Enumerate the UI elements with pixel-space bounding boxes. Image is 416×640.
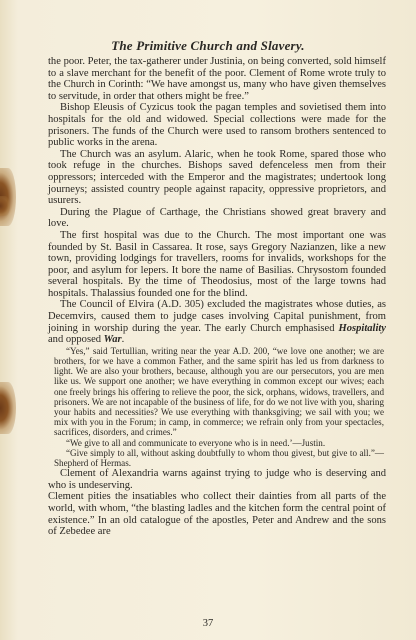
- page-burn-mark: [0, 382, 16, 434]
- emphasis-war: War: [103, 334, 122, 346]
- paragraph: Clement of Alexandria warns against trying to judge who is deserving and who is undeserving.: [48, 468, 386, 491]
- paragraph: During the Plague of Carthage, the Christians showed great bravery and love.: [48, 206, 386, 230]
- page-number: 37: [202, 618, 214, 629]
- paragraph: Bishop Eleusis of Cyzicus took the pagan temples and sovietised them into hospitals for the old and widowed. Special collections were made for the prisoners. The funds of the Church were used to ransom brothers sentenced to public works in the arena.: [48, 102, 386, 149]
- quote-tertullian: “Yes,” said Tertullian, writing near the year A.D. 200, “we love one another; we are brothers, for we have a common Father, and the same spirit has led us from darkness to light. We are also your brothers, because, although you are our persecutors, you are men like us. We support one another; we have everything in common except our wives; each one freely brings his offering to relieve the poor, the sick, orphans, widows, travellers, and prisoners. We are not incapable of the business of life, for do we not live with you, sharing your habits and necessities? We use everything with thanksgiving; we sail with you; we mix with you in the Forum; in camp, in commerce; we refrain only from your spectacles, sacrifices, disorders, and crimes.”: [54, 345, 384, 438]
- quote-hermas: “Give simply to all, without asking doubtfully to whom thou givest, but give to all.”—Shepherd of Hermas.: [54, 447, 384, 469]
- running-header: The Primitive Church and Slavery.: [111, 38, 305, 53]
- paragraph: Clement pities the insatiables who collect their dainties from all parts of the world, with whom, “the blasting ladles and the kitchen form the central point of existence.” In an old catalogue of the apostles, Peter and Andrew and the sons of Zebedee are: [48, 491, 386, 538]
- page-burn-mark: [0, 196, 10, 216]
- paragraph: The first hospital was due to the Church. The most important one was founded by St. Basil in Cassarea. It rose, says Gregory Nazianzen, like a new town, providing lodgings for travellers, rooms for invalids, workshops for the poor, and asylum for lepers. It bore the name of Basilias. Chrysostom founded several hospitals. By the time of Theodosius, most of the large towns had hospitals. Thalassius founded one for the blind.: [48, 229, 386, 299]
- block-quote: [48, 346, 386, 468]
- paragraph: The Church was an asylum. Alaric, when he took Rome, spared those who took refuge in the churches. Bishops saved defenceless men from their oppressors; interceded with the Emperor and the magistrates; undertook long journeys; assisted country people against rapacity, oppressive proprietors, and usurers.: [48, 148, 386, 207]
- emphasis-hospitality: Hospitality: [338, 322, 386, 334]
- quote-justin: “We give to all and communicate to everyone who is in need.’—Justin.: [66, 437, 326, 448]
- paragraph: the poor. Peter, the tax-gatherer under Justinia, on being converted, sold himself to a slave merchant for the benefit of the poor. Clement of Rome wrote truly to the Church in Corinth: “We have amongst us, many who have given themselves to servitude, in order that others might be free.”: [48, 56, 386, 102]
- body-text: [48, 56, 386, 538]
- paragraph-elvira: The Council of Elvira (A.D. 305) excluded the magistrates whose duties, as Decemvirs, caused them to judge cases involving Capital punishment, from joining in worship during the year. The early Church emphasised Hospitality and opposed War.: [48, 299, 386, 346]
